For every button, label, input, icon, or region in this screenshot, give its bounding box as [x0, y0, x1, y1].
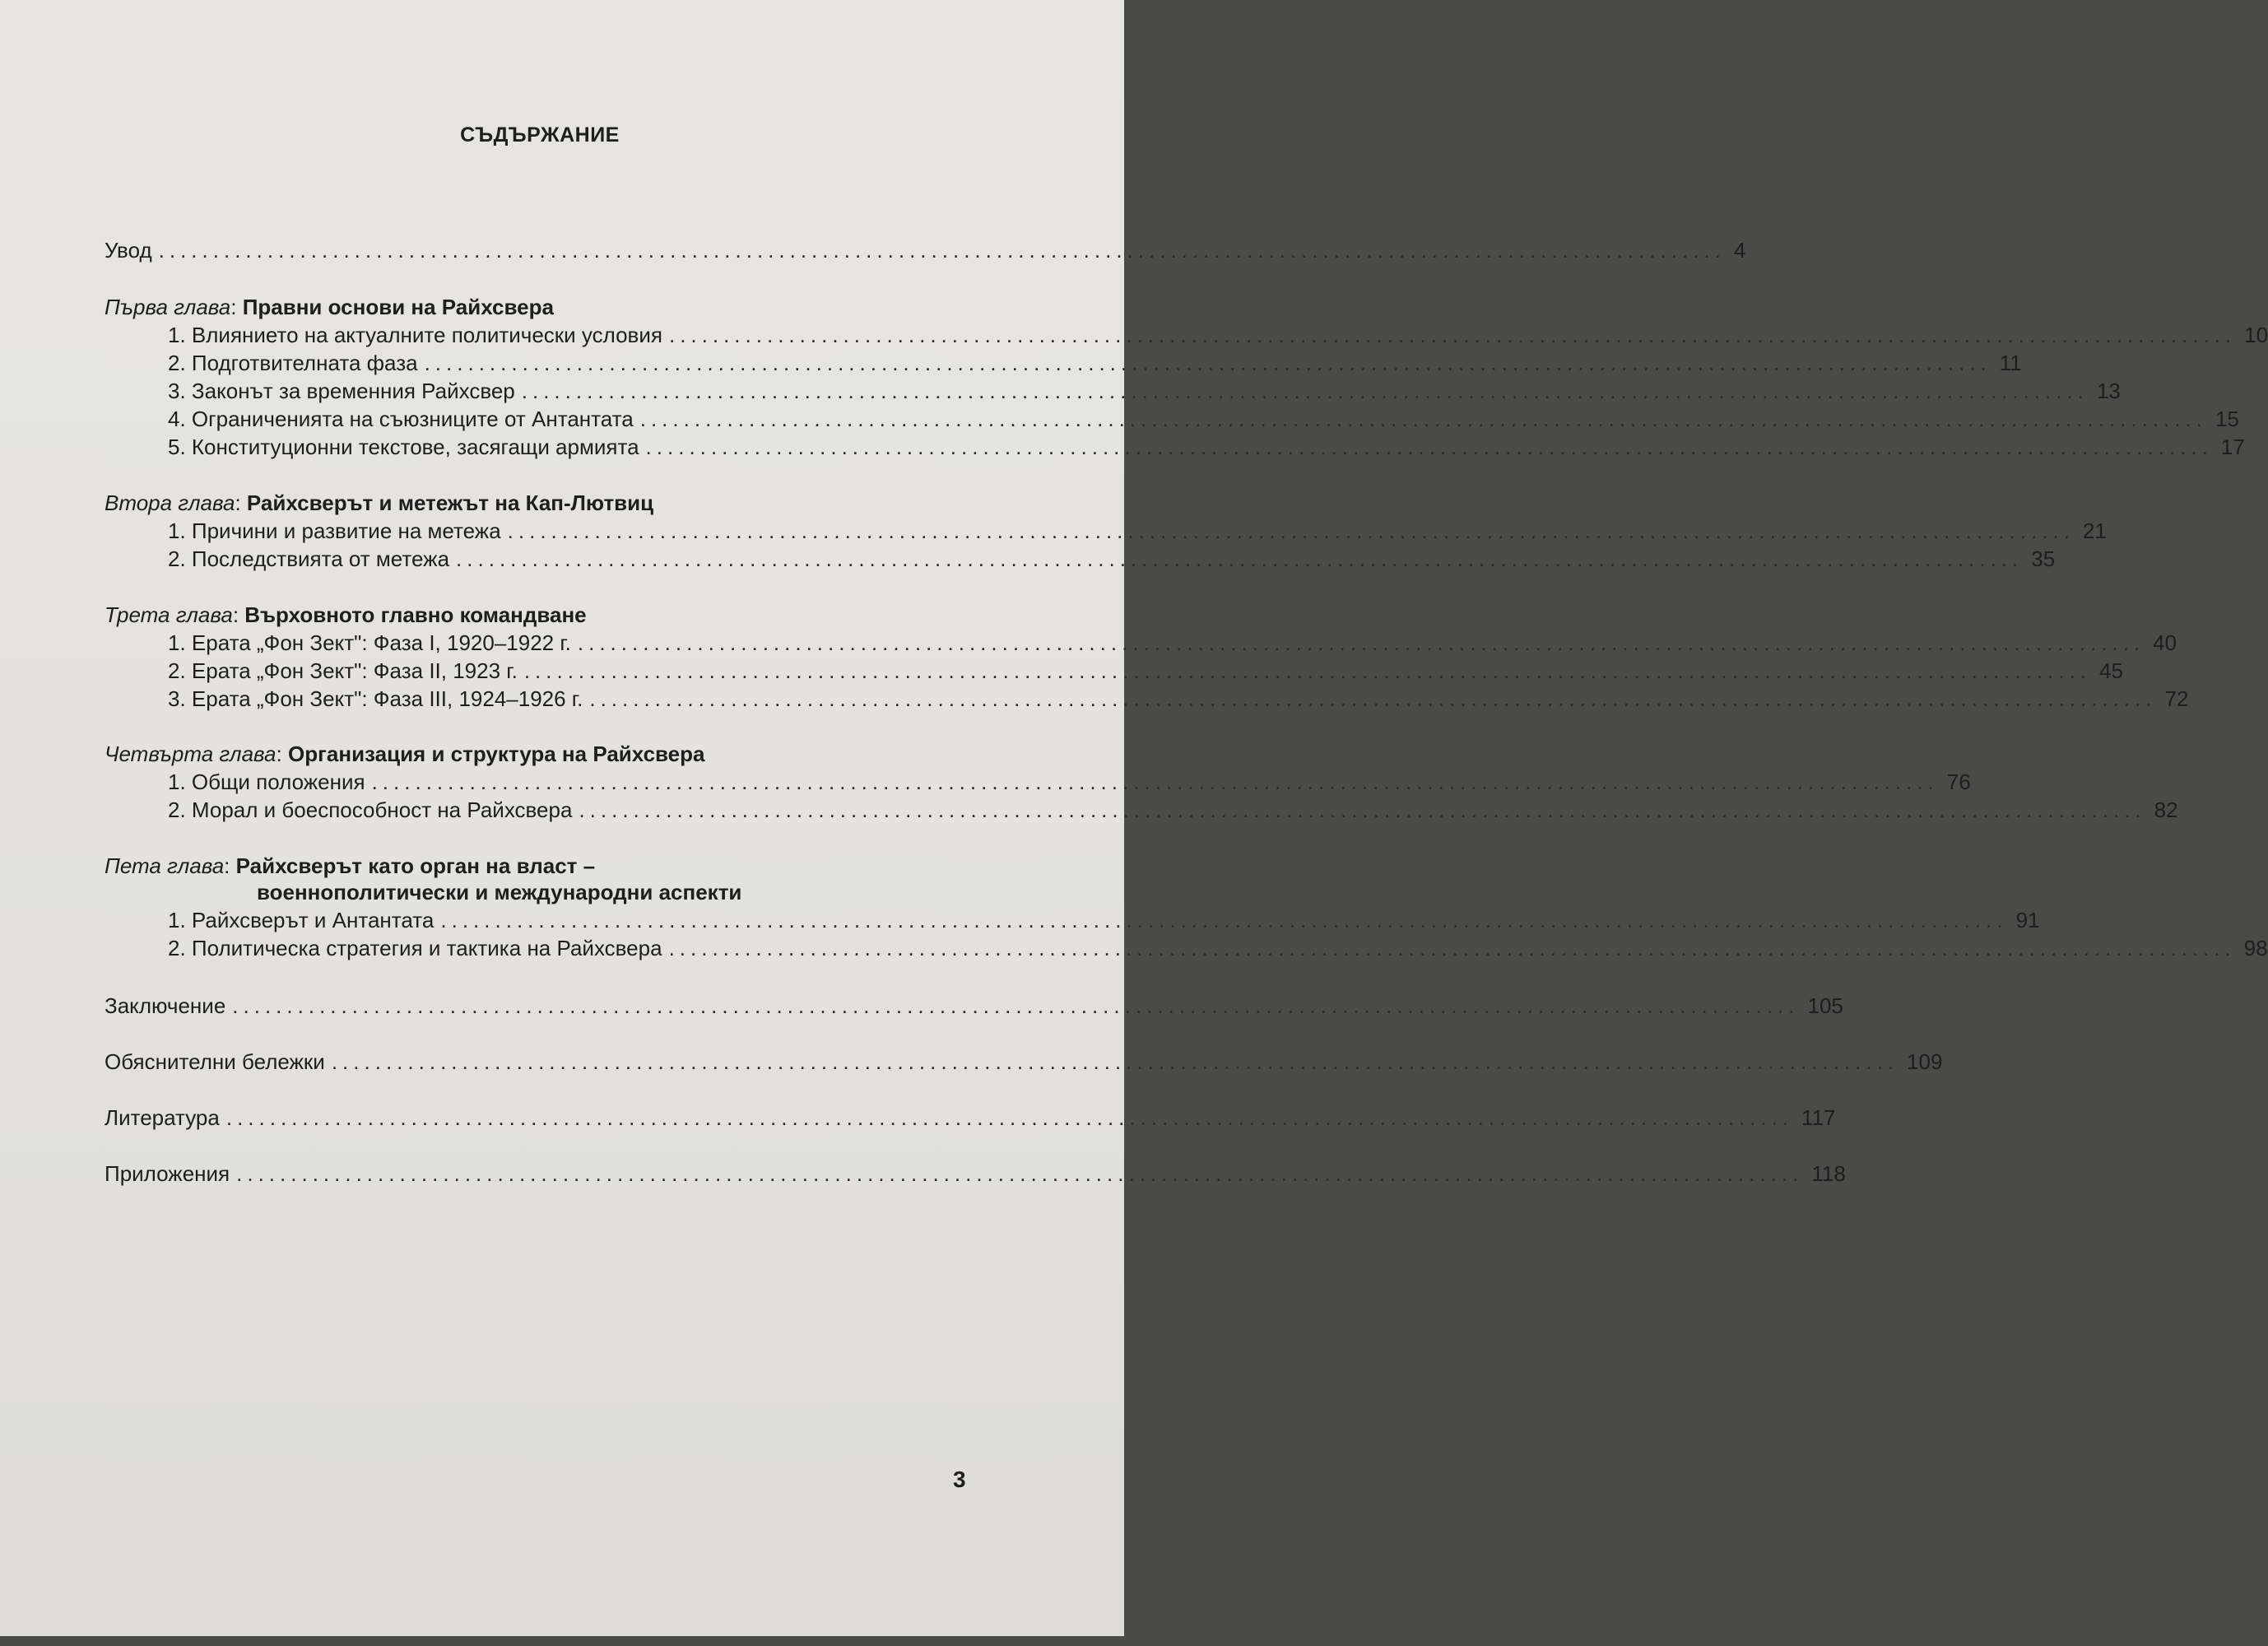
toc-entry [168, 686, 2189, 712]
toc-entry-label: 2. Политическа стратегия и тактика на Райхсвера [168, 936, 662, 960]
toc-entry [168, 797, 2178, 823]
chapter-title: Райхсверът като орган на власт – [235, 853, 596, 878]
toc-entry [168, 350, 2022, 376]
leader-dots: ................................................................................................................................................ [424, 351, 1991, 375]
chapter-title-continuation: военнополитически и международни аспекти [257, 880, 742, 904]
page-number: 3 [953, 1467, 966, 1492]
leader-dots: ................................................................................................................................................ [456, 546, 2024, 571]
toc-entry-label: 5. Конституционни текстове, засягащи армията [168, 435, 639, 459]
toc-entry [168, 518, 2107, 544]
toc-entry-label: 1. Ерата „Фон Зект": Фаза I, 1920–1922 г. [168, 630, 571, 655]
chapter-heading-5: Пета глава: Райхсверът като орган на власт – [105, 853, 596, 878]
chapter-label: Трета глава [105, 602, 233, 627]
leader-dots: ................................................................................................................................................ [236, 1161, 1804, 1186]
toc-entry [168, 658, 2123, 684]
chapter-heading-3: Трета глава: Върховното главно командване [105, 602, 587, 627]
leader-dots: ................................................................................................................................................ [645, 435, 2213, 459]
leader-dots: ................................................................................................................................................ [225, 1105, 1794, 1130]
chapter-title: Райхсверът и метежът на Кап-Лютвиц [246, 491, 654, 515]
chapter-label: Четвърта глава [105, 742, 277, 766]
toc-entry [168, 907, 2040, 933]
toc-entry-label: 3. Ерата „Фон Зект": Фаза III, 1924–1926 г. [168, 686, 583, 711]
leader-dots: ................................................................................................................................................ [371, 770, 1939, 794]
leader-dots: ................................................................................................................................................ [668, 936, 2236, 960]
leader-dots: ................................................................................................................................................ [331, 1049, 1899, 1074]
leader-dots: ................................................................................................................................................ [639, 407, 2207, 431]
toc-entry-label: Литература [105, 1105, 220, 1130]
leader-dots: ................................................................................................................................................ [158, 238, 1726, 263]
toc-entry-page: 10 [2244, 323, 2268, 347]
page-title: СЪДЪРЖАНИЕ [460, 123, 620, 146]
toc-entry [168, 434, 2245, 460]
toc-entry-label: Заключение [105, 993, 226, 1018]
chapter-label: Пета глава [105, 853, 225, 878]
toc-entry-page: 98 [2243, 936, 2268, 960]
toc-entry-page: 13 [2096, 379, 2121, 403]
toc-entry-page: 21 [2082, 518, 2107, 543]
leader-dots: ................................................................................................................................................ [579, 797, 2146, 822]
toc-entry-page: 45 [2099, 658, 2123, 683]
toc-entry-label: 2. Подготвителната фаза [168, 351, 418, 375]
leader-dots: ................................................................................................................................................ [232, 993, 1800, 1018]
toc-entry-notes [105, 1049, 1943, 1075]
toc-entry-label: 2. Последствията от метежа [168, 546, 450, 571]
toc-entry-page: 11 [1999, 351, 2022, 375]
chapter-title: Върховното главно командване [244, 602, 587, 627]
leader-dots: ................................................................................................................................................ [440, 908, 2008, 932]
toc-entry-label: 2. Морал и боеспособност на Райхсвера [168, 797, 573, 822]
toc-entry-literature [105, 1104, 1836, 1131]
chapter-title: Организация и структура на Райхсвера [287, 742, 705, 766]
leader-dots: ................................................................................................................................................ [523, 658, 2092, 683]
toc-entry-label: Приложения [105, 1161, 230, 1186]
toc-entry-page: 82 [2154, 797, 2178, 822]
toc-entry-label: 1. Причини и развитие на метежа [168, 518, 501, 543]
leader-dots: ................................................................................................................................................ [507, 518, 2075, 543]
leader-dots: ................................................................................................................................................ [521, 379, 2089, 403]
toc-entry-label: Обяснителни бележки [105, 1049, 325, 1074]
toc-entry-appendices [105, 1160, 1846, 1187]
toc-entry-intro [105, 237, 1746, 263]
toc-entry-label: 4. Ограниченията на съюзниците от Антантата [168, 407, 634, 431]
chapter-heading-4: Четвърта глава: Организация и структура на Райхсвера [105, 742, 705, 766]
toc-entry-conclusion [105, 993, 1843, 1019]
chapter-title: Правни основи на Райхсвера [242, 295, 554, 319]
toc-entry-label: 2. Ерата „Фон Зект": Фаза II, 1923 г. [168, 658, 518, 683]
toc-entry [168, 630, 2177, 656]
toc-entry-page: 76 [1946, 770, 1971, 794]
toc-entry [168, 769, 1971, 795]
leader-dots: ................................................................................................................................................ [577, 630, 2145, 655]
toc-entry [168, 935, 2268, 961]
toc-entry-label: 1. Райхсверът и Антантата [168, 908, 435, 932]
chapter-label: Първа глава [105, 295, 231, 319]
toc-entry-page: 4 [1733, 238, 1746, 263]
chapter-heading-2: Втора глава: Райхсверът и метежът на Кап-Лютвиц [105, 491, 654, 515]
toc-entry-page: 91 [2015, 908, 2040, 932]
leader-dots: ................................................................................................................................................ [668, 323, 2237, 347]
toc-entry-page: 109 [1907, 1049, 1943, 1074]
chapter-label: Втора глава [105, 491, 235, 515]
toc-entry-label: Увод [105, 238, 152, 263]
toc-entry-label: 1. Влиянието на актуалните политически условия [168, 323, 662, 347]
chapter-heading-1: Първа глава: Правни основи на Райхсвера [105, 295, 554, 319]
toc-entry-page: 17 [2220, 435, 2245, 459]
toc-entry-page: 72 [2164, 686, 2189, 711]
leader-dots: ................................................................................................................................................ [589, 686, 2157, 711]
toc-entry-page: 118 [1811, 1161, 1846, 1186]
toc-entry-page: 35 [2031, 546, 2056, 571]
toc-entry-page: 117 [1801, 1105, 1836, 1130]
toc-entry [168, 546, 2056, 572]
toc-entry [168, 406, 2239, 432]
toc-entry-label: 3. Законът за временния Райхсвер [168, 379, 515, 403]
toc-entry [168, 378, 2121, 404]
toc-entry-page: 105 [1807, 993, 1843, 1018]
toc-entry [168, 322, 2268, 348]
toc-entry-page: 40 [2153, 630, 2177, 655]
toc-entry-page: 15 [2215, 407, 2239, 431]
toc-entry-label: 1. Общи положения [168, 770, 365, 794]
